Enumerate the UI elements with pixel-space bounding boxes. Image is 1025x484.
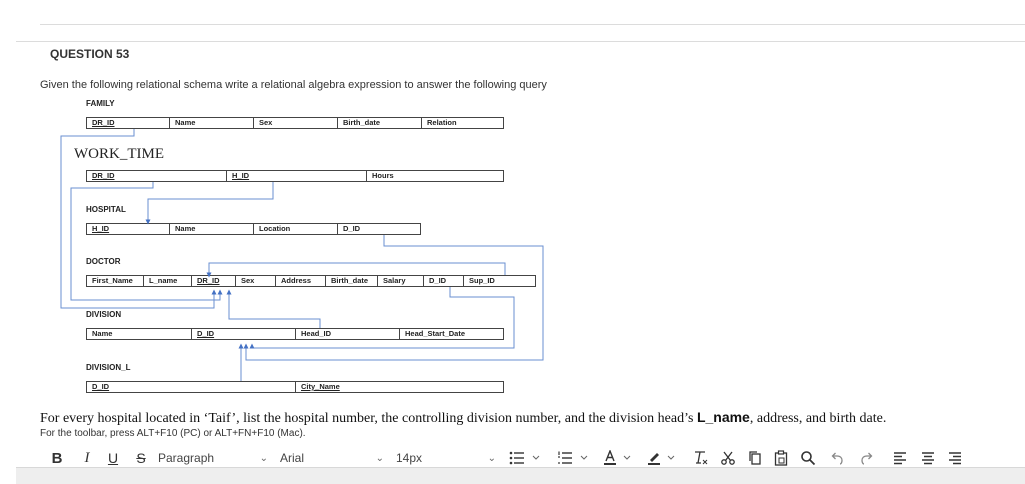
schema-field: Birth_date [326,276,378,286]
cut-button[interactable] [714,447,742,469]
undo-button[interactable] [822,447,852,469]
font-size-value: 14px [396,451,423,465]
highlight-color-button[interactable] [642,447,686,469]
schema-field: H_ID [87,224,170,234]
schema-field: D_ID [424,276,464,286]
font-family-value: Arial [280,451,305,465]
schema-field: Sup_ID [469,276,495,285]
chevron-down-icon: ⌄ [375,452,384,464]
query-text [40,409,886,427]
schema-field: Birth_date [338,118,422,128]
chevron-down-icon: ⌄ [487,452,496,464]
schema-field: DR_ID [192,276,236,286]
query-bold-term: L_name [696,409,750,425]
work-time-title: WORK_TIME [74,146,164,162]
query-text-before: For every hospital located in ‘Taif’, list the hospital number, the controlling division number, and the division head’s [40,411,697,426]
clear-formatting-button[interactable] [686,447,714,469]
numbered-list-icon [557,451,591,465]
copy-button[interactable] [742,447,768,469]
font-family-dropdown[interactable] [280,447,384,469]
undo-icon [829,450,845,466]
italic-button[interactable]: I [84,449,90,466]
numbered-list-button[interactable] [550,447,598,469]
schema-field: Salary [378,276,424,286]
schema-field: Sex [236,276,276,286]
paste-button[interactable] [768,447,794,469]
division-title: DIVISION [86,310,122,319]
text-color-icon [603,450,637,466]
bullet-list-button[interactable] [502,447,550,469]
underline-button[interactable]: U [107,450,119,466]
question-intro: Given the following relational schema write a relational algebra expression to answer the following query [40,79,547,91]
clipboard-icon [773,450,789,466]
redo-icon [859,450,875,466]
schema-field: DR_ID [87,171,227,181]
query-text-after: , address, and birth date. [749,411,887,426]
schema-field: Address [276,276,326,286]
schema-field: H_ID [227,171,367,181]
align-right-button[interactable] [942,447,968,469]
schema-field: Location [254,224,338,234]
align-left-icon [893,451,907,465]
strikethrough-button[interactable]: S [136,450,146,466]
schema-field: L_name [144,276,192,286]
chevron-down-icon: ⌄ [259,452,268,464]
schema-field: Sex [254,118,338,128]
font-size-dropdown[interactable] [396,447,496,469]
editor-content-area[interactable] [16,467,1025,484]
hospital-title: HOSPITAL [86,205,126,214]
align-center-icon [921,451,935,465]
schema-field: D_ID [87,382,296,392]
align-center-button[interactable] [914,447,942,469]
bullet-list-icon [509,451,543,465]
schema-field: Head_Start_Date [405,329,466,338]
schema-field: DR_ID [87,118,170,128]
bold-button[interactable]: B [51,449,63,467]
text-color-button[interactable] [598,447,642,469]
schema-field: City_Name [301,382,340,391]
doctor-title: DOCTOR [86,257,121,266]
search-icon [800,450,816,466]
schema-field: D_ID [343,224,361,233]
question-title: QUESTION 53 [50,47,130,61]
block-format-value: Paragraph [158,451,215,465]
schema-field: First_Name [87,276,144,286]
division-l-title: DIVISION_L [86,363,131,372]
highlighter-icon [647,450,681,466]
schema-field: D_ID [192,329,296,339]
find-button[interactable] [794,447,822,469]
schema-field: Head_ID [296,329,400,339]
schema-field: Name [170,224,254,234]
copy-icon [747,450,763,466]
schema-field: Name [87,329,192,339]
redo-button[interactable] [852,447,882,469]
schema-field: Name [170,118,254,128]
block-format-dropdown[interactable] [158,447,268,469]
align-left-button[interactable] [886,447,914,469]
align-right-icon [948,451,962,465]
schema-field: Hours [372,171,394,180]
toolbar-hint: For the toolbar, press ALT+F10 (PC) or ALT+FN+F10 (Mac). [40,428,306,439]
clear-formatting-icon [692,450,708,466]
scissors-icon [720,450,736,466]
family-title: FAMILY [86,99,115,108]
schema-field: Relation [427,118,457,127]
